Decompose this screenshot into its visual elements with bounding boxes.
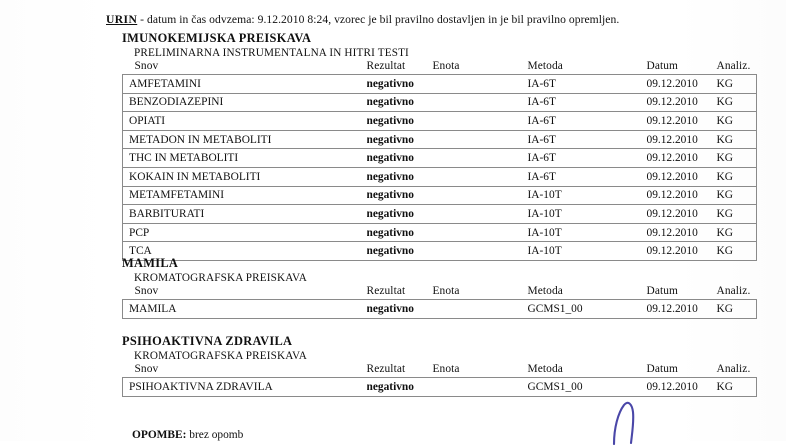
table-row (123, 149, 757, 168)
cell-analiz: KG (715, 167, 757, 186)
table-row (123, 167, 757, 186)
table-row (123, 223, 757, 242)
column-header-analiz: Analiz. (716, 363, 751, 375)
results-table-body (123, 75, 757, 261)
cell-analiz: KG (715, 186, 757, 205)
cell-metoda: IA-6T (526, 149, 645, 168)
cell-datum: 09.12.2010 (645, 242, 715, 261)
cell-rezultat: negativno (367, 300, 433, 319)
cell-datum: 09.12.2010 (645, 205, 715, 224)
column-header-datum: Datum (646, 285, 679, 297)
cell-snov: THC IN METABOLITI (123, 149, 367, 168)
specimen-header (106, 13, 619, 26)
cell-metoda: IA-10T (526, 205, 645, 224)
cell-analiz: KG (715, 223, 757, 242)
cell-enota (433, 223, 526, 242)
column-header-datum: Datum (646, 60, 679, 72)
cell-metoda: IA-6T (526, 130, 645, 149)
column-header-rezultat: Rezultat (366, 363, 406, 375)
cell-enota (433, 149, 526, 168)
cell-metoda: IA-6T (526, 112, 645, 131)
cell-analiz: KG (715, 130, 757, 149)
remarks-label: OPOMBE: (132, 429, 187, 441)
cell-snov: BENZODIAZEPINI (123, 93, 367, 112)
section-mamila (122, 256, 756, 319)
remarks-note (132, 429, 243, 441)
cell-enota (433, 300, 526, 319)
cell-analiz: KG (715, 300, 757, 319)
cell-analiz: KG (715, 112, 757, 131)
cell-rezultat: negativno (367, 186, 433, 205)
table-row (123, 300, 757, 319)
table-row (123, 186, 757, 205)
section-title: PSIHOAKTIVNA ZDRAVILA (122, 334, 293, 348)
table-row (123, 93, 757, 112)
table-header-row (123, 60, 757, 75)
section-subtitle: PRELIMINARNA INSTRUMENTALNA IN HITRI TESTI (134, 47, 409, 59)
column-header-metoda: Metoda (527, 60, 563, 72)
section-imunokemijska-preiskava (122, 31, 756, 261)
cell-analiz: KG (715, 75, 757, 94)
results-table (122, 363, 757, 397)
cell-rezultat: negativno (367, 205, 433, 224)
cell-analiz: KG (715, 93, 757, 112)
cell-analiz: KG (715, 149, 757, 168)
cell-datum: 09.12.2010 (645, 167, 715, 186)
column-header-metoda: Metoda (527, 285, 563, 297)
column-header-datum: Datum (646, 363, 679, 375)
cell-enota (433, 93, 526, 112)
cell-datum: 09.12.2010 (645, 300, 715, 319)
cell-datum: 09.12.2010 (645, 93, 715, 112)
section-psihoaktivna-zdravila (122, 334, 756, 397)
cell-rezultat: negativno (367, 75, 433, 94)
section-title: MAMILA (122, 256, 179, 270)
cell-snov: BARBITURATI (123, 205, 367, 224)
column-header-snov: Snov (134, 285, 159, 297)
table-header-row (123, 363, 757, 378)
cell-metoda: IA-6T (526, 93, 645, 112)
cell-metoda: GCMS1_00 (526, 300, 645, 319)
column-header-enota: Enota (432, 60, 460, 72)
section-subtitle: KROMATOGRAFSKA PREISKAVA (134, 350, 308, 362)
cell-enota (433, 205, 526, 224)
results-table (122, 60, 757, 261)
cell-rezultat: negativno (367, 378, 433, 397)
cell-snov: METAMFETAMINI (123, 186, 367, 205)
column-header-enota: Enota (432, 285, 460, 297)
section-subtitle: KROMATOGRAFSKA PREISKAVA (134, 272, 308, 284)
cell-snov: TCA (123, 242, 367, 261)
results-table-body (123, 378, 757, 397)
column-header-snov: Snov (134, 363, 159, 375)
cell-datum: 09.12.2010 (645, 130, 715, 149)
column-header-rezultat: Rezultat (366, 285, 406, 297)
cell-rezultat: negativno (367, 242, 433, 261)
cell-snov: METADON IN METABOLITI (123, 130, 367, 149)
cell-datum: 09.12.2010 (645, 112, 715, 131)
cell-rezultat: negativno (367, 223, 433, 242)
table-header-row (123, 285, 757, 300)
section-title: IMUNOKEMIJSKA PREISKAVA (122, 31, 312, 45)
cell-enota (433, 112, 526, 131)
results-table-body (123, 300, 757, 319)
table-row (123, 130, 757, 149)
cell-enota (433, 130, 526, 149)
column-header-rezultat: Rezultat (366, 60, 406, 72)
cell-snov: PSIHOAKTIVNA ZDRAVILA (123, 378, 367, 397)
table-row (123, 205, 757, 224)
column-header-enota: Enota (432, 363, 460, 375)
cell-rezultat: negativno (367, 167, 433, 186)
cell-datum: 09.12.2010 (645, 149, 715, 168)
handwritten-signature-mark (604, 401, 650, 445)
cell-metoda: IA-10T (526, 223, 645, 242)
cell-rezultat: negativno (367, 93, 433, 112)
column-header-analiz: Analiz. (716, 60, 751, 72)
pen-stroke-icon (604, 401, 650, 445)
column-header-metoda: Metoda (527, 363, 563, 375)
cell-snov: KOKAIN IN METABOLITI (123, 167, 367, 186)
table-row (123, 378, 757, 397)
cell-datum: 09.12.2010 (645, 378, 715, 397)
cell-enota (433, 186, 526, 205)
cell-rezultat: negativno (367, 130, 433, 149)
cell-rezultat: negativno (367, 149, 433, 168)
cell-snov: AMFETAMINI (123, 75, 367, 94)
cell-enota (433, 75, 526, 94)
cell-enota (433, 378, 526, 397)
cell-analiz: KG (715, 378, 757, 397)
cell-enota (433, 167, 526, 186)
cell-metoda: GCMS1_00 (526, 378, 645, 397)
cell-datum: 09.12.2010 (645, 75, 715, 94)
remarks-value: brez opomb (186, 429, 244, 441)
cell-rezultat: negativno (367, 112, 433, 131)
column-header-snov: Snov (134, 60, 159, 72)
specimen-type-label: URIN (106, 13, 138, 26)
specimen-collection-info: - datum in čas odvzema: 9.12.2010 8:24, vzorec je bil pravilno dostavljen in je bil pravilno opremljen. (137, 13, 620, 26)
table-row (123, 75, 757, 94)
cell-analiz: KG (715, 205, 757, 224)
cell-metoda: IA-6T (526, 75, 645, 94)
cell-snov: OPIATI (123, 112, 367, 131)
column-header-analiz: Analiz. (716, 285, 751, 297)
cell-analiz: KG (715, 242, 757, 261)
cell-snov: PCP (123, 223, 367, 242)
cell-metoda: IA-6T (526, 167, 645, 186)
cell-metoda: IA-10T (526, 186, 645, 205)
cell-datum: 09.12.2010 (645, 223, 715, 242)
results-table (122, 285, 757, 319)
table-row (123, 112, 757, 131)
cell-snov: MAMILA (123, 300, 367, 319)
cell-datum: 09.12.2010 (645, 186, 715, 205)
cell-metoda: IA-10T (526, 242, 645, 261)
